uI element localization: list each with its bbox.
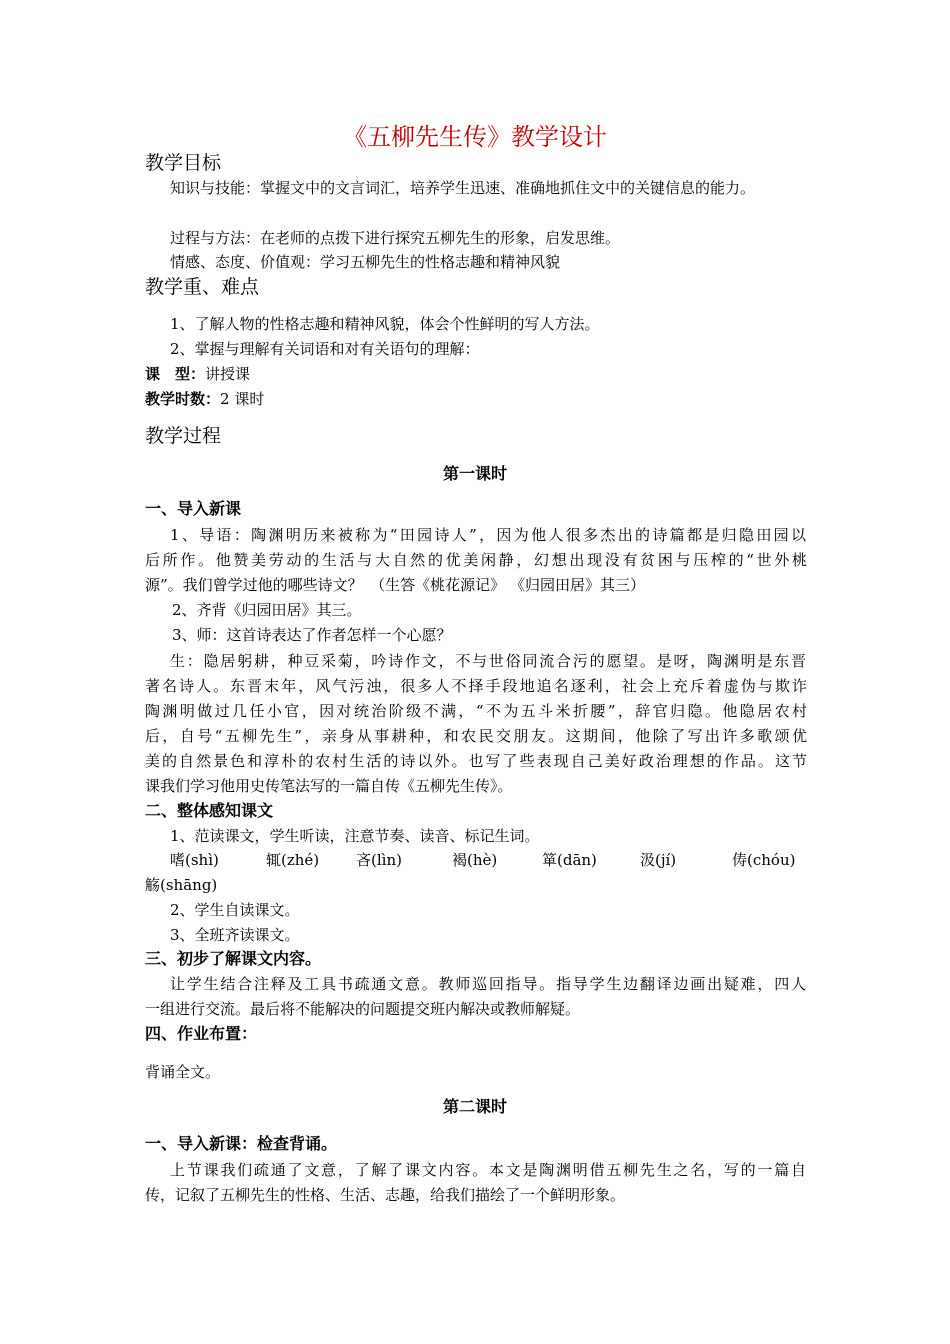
- paragraph-line: 上节课我们疏通了文意，了解了课文内容。本文是陶渊明借五柳先生之名，写的一篇自: [170, 1161, 806, 1179]
- keypoints-heading: 教学重、难点: [145, 276, 260, 298]
- keypoint-item: 1、了解人物的性格志趣和精神风貌，体会个性鲜明的写人方法。: [170, 315, 600, 333]
- teaching-hours: [145, 389, 264, 409]
- pinyin-word: 褐(hè): [452, 851, 498, 869]
- paragraph-line: 背诵全文。: [145, 1063, 221, 1081]
- lesson-type-label: 课 型：: [145, 365, 206, 383]
- paragraph-line: 课我们学习他用史传笔法写的一篇自传《五柳先生传》。: [145, 777, 513, 795]
- paragraph-line: 1、导语：陶渊明历来被称为“田园诗人”，因为他人很多杰出的诗篇都是归隐田园以: [170, 526, 806, 544]
- paragraph-line: 著名诗人。东晋末年，风气污浊，很多人不择手段地追名逐利，社会上充斥着虚伪与欺诈: [145, 677, 807, 695]
- pinyin-word: 嗜(shì): [170, 851, 219, 869]
- paragraph-line: 后，自号“五柳先生”，亲身从事耕种，和农民交朋友。这期间，他除了写出许多歌颂优: [145, 727, 807, 745]
- period1-heading: 第一课时: [442, 464, 507, 483]
- paragraph-line: 后所作。他赞美劳动的生活与大自然的优美闲静，幻想出现没有贫困与压榨的“世外桃: [145, 551, 807, 569]
- teaching-hours-label: 教学时数：: [145, 390, 221, 408]
- section-heading: 三、初步了解课文内容。: [145, 949, 322, 968]
- paragraph-line: 让学生结合注释及工具书疏通文意。教师巡回指导。指导学生边翻译边画出疑难，四人: [170, 975, 806, 993]
- objective-emotion: 情感、态度、价值观：学习五柳先生的性格志趣和精神风貌: [170, 253, 561, 271]
- section-heading: 二、整体感知课文: [145, 801, 274, 820]
- paragraph-line: 2、学生自读课文。: [170, 901, 300, 919]
- section-heading: 一、导入新课: [145, 499, 242, 518]
- paragraph-line: 生：隐居躬耕，种豆采菊，吟诗作文，不与世俗同流合污的愿望。是呀，陶渊明是东晋: [170, 652, 806, 670]
- section-heading: 一、导入新课：检查背诵。: [145, 1134, 338, 1153]
- pinyin-word: 辄(zhé): [266, 851, 320, 869]
- pinyin-word: 箪(dān): [542, 851, 597, 869]
- document-title: 《五柳先生传》教学设计: [343, 123, 607, 151]
- pinyin-word: 觞(shāng): [145, 876, 218, 894]
- paragraph-line: 3、师：这首诗表达了作者怎样一个心愿？: [172, 626, 452, 644]
- lesson-type: [145, 364, 250, 384]
- keypoint-item: 2、掌握与理解有关词语和对有关语句的理解：: [170, 340, 480, 358]
- pinyin-row: [0, 850, 950, 870]
- section-heading: 四、作业布置：: [145, 1024, 258, 1043]
- paragraph-line: 1、范读课文，学生听读，注意节奏、读音、标记生词。: [170, 827, 540, 845]
- paragraph-line: 美的自然景色和淳朴的农村生活的诗以外。也写了些表现自己美好政治理想的作品。这节: [145, 752, 807, 770]
- paragraph-line: 陶渊明做过几任小官，因对统治阶级不满，“不为五斗米折腰”，辞官归隐。他隐居农村: [145, 702, 807, 720]
- lesson-type-value: 讲授课: [205, 365, 251, 383]
- paragraph-line: 2、齐背《归园田居》其三。: [172, 601, 362, 619]
- paragraph-line: 源”。我们曾学过他的哪些诗文？ （生答《桃花源记》 《归园田居》其三）: [145, 576, 645, 594]
- objective-knowledge: 知识与技能：掌握文中的文言词汇，培养学生迅速、准确地抓住文中的关键信息的能力。: [170, 179, 756, 197]
- paragraph-line: 3、全班齐读课文。: [170, 926, 300, 944]
- pinyin-word: 吝(lìn): [356, 851, 402, 869]
- pinyin-word: 俦(chóu): [732, 851, 796, 869]
- objectives-heading: 教学目标: [145, 152, 222, 174]
- paragraph-line: 传，记叙了五柳先生的性格、生活、志趣，给我们描绘了一个鲜明形象。: [145, 1186, 626, 1204]
- teaching-hours-value: 2 课时: [220, 390, 265, 408]
- paragraph-line: 一组进行交流。最后将不能解决的问题提交班内解决或教师解疑。: [145, 1000, 581, 1018]
- pinyin-word: 汲(jí): [640, 851, 677, 869]
- period2-heading: 第二课时: [442, 1097, 507, 1116]
- objective-process: 过程与方法：在老师的点拨下进行探究五柳先生的形象，启发思维。: [170, 229, 621, 247]
- process-heading: 教学过程: [145, 425, 222, 447]
